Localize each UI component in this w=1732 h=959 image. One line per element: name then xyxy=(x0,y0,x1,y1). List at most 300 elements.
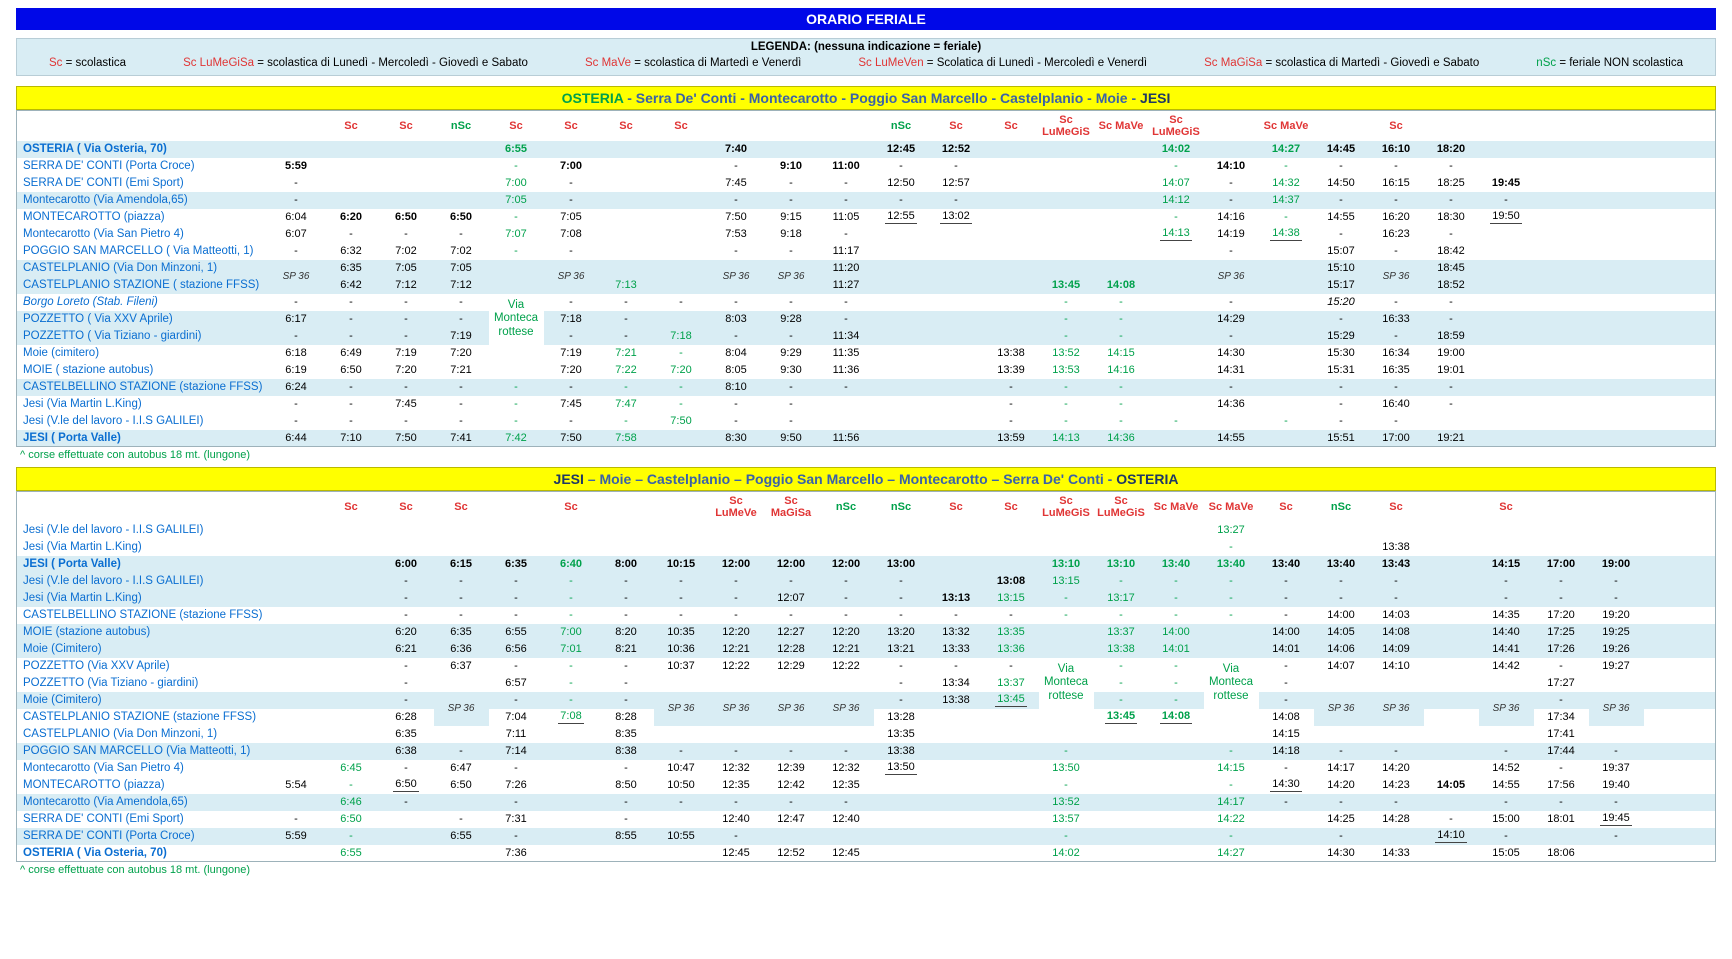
empty-time-cell: - xyxy=(899,160,903,172)
station-name: Jesi (Via Martin L.King) xyxy=(23,398,142,410)
empty-time-cell xyxy=(324,692,379,709)
empty-time-cell xyxy=(929,794,984,811)
time-cell: 19:26 xyxy=(1602,643,1630,655)
empty-time-cell xyxy=(654,243,709,260)
empty-time-cell xyxy=(599,141,654,158)
empty-time-cell xyxy=(1259,277,1314,294)
route-title-osteria-jesi xyxy=(16,86,1716,110)
empty-time-cell xyxy=(599,209,654,226)
time-cell: 12:40 xyxy=(832,813,860,825)
empty-time-cell xyxy=(434,192,489,209)
empty-time-cell: - xyxy=(349,330,353,342)
legend-key: Sc LuMeGiSa xyxy=(183,57,255,69)
time-cell: 13:02 xyxy=(942,210,970,222)
station-row xyxy=(17,209,1716,226)
empty-time-cell xyxy=(1039,641,1094,658)
empty-time-cell: - xyxy=(1119,330,1123,342)
empty-time-cell xyxy=(1479,726,1534,743)
empty-time-cell xyxy=(1424,709,1479,726)
time-cell: 14:17 xyxy=(1327,762,1355,774)
empty-time-cell xyxy=(819,539,874,556)
empty-time-cell: - xyxy=(1174,660,1178,672)
empty-time-cell xyxy=(1259,294,1314,311)
empty-time-cell: - xyxy=(844,228,848,240)
time-cell: 12:42 xyxy=(777,779,805,791)
empty-time-cell: - xyxy=(624,813,628,825)
route-title-segment: OSTERIA xyxy=(561,90,624,106)
empty-time-cell xyxy=(1039,192,1094,209)
time-cell: 9:28 xyxy=(780,313,802,325)
empty-time-cell xyxy=(544,743,599,760)
empty-time-cell xyxy=(489,539,544,556)
empty-time-cell: - xyxy=(294,296,298,308)
time-cell: 13:45 xyxy=(1051,279,1081,291)
empty-time-cell xyxy=(654,277,709,294)
empty-time-cell: - xyxy=(899,694,903,706)
time-cell: 8:50 xyxy=(615,779,637,791)
empty-time-cell xyxy=(709,726,764,743)
empty-time-cell xyxy=(1259,362,1314,379)
empty-time-cell xyxy=(544,522,599,539)
time-cell: 7:22 xyxy=(615,364,637,376)
empty-time-cell: - xyxy=(1614,592,1618,604)
empty-time-cell: - xyxy=(294,415,298,427)
time-cell: 6:40 xyxy=(559,558,583,570)
empty-time-cell: - xyxy=(514,762,518,774)
time-cell: 14:08 xyxy=(1272,711,1300,723)
empty-time-cell xyxy=(874,396,929,413)
empty-time-cell: - xyxy=(1119,381,1123,393)
filler-cell xyxy=(1534,141,1716,158)
timetable-grid-jesi-osteria xyxy=(16,491,1716,862)
time-cell: 12:20 xyxy=(832,626,860,638)
empty-time-cell: - xyxy=(404,228,408,240)
time-cell: 17:41 xyxy=(1547,728,1575,740)
time-cell: 7:50 xyxy=(725,211,747,223)
service-type-header: Sc xyxy=(1004,500,1018,513)
time-cell: 11:34 xyxy=(832,330,860,342)
time-cell: 7:00 xyxy=(559,160,583,172)
time-cell: 14:08 xyxy=(1106,279,1136,291)
empty-time-cell xyxy=(929,396,984,413)
filler-cell xyxy=(1644,607,1716,624)
empty-time-cell xyxy=(1204,413,1259,430)
time-cell: 7:00 xyxy=(560,626,582,638)
time-cell: 18:42 xyxy=(1437,245,1465,257)
empty-time-cell: - xyxy=(624,330,628,342)
empty-time-cell: - xyxy=(1394,796,1398,808)
empty-time-cell xyxy=(1479,413,1534,430)
time-cell: 6:17 xyxy=(285,313,307,325)
time-cell: 14:15 xyxy=(1107,347,1135,359)
empty-time-cell xyxy=(1094,158,1149,175)
station-name: Montecarotto (Via San Pietro 4) xyxy=(23,228,184,240)
empty-time-cell xyxy=(324,607,379,624)
empty-time-cell xyxy=(1259,845,1314,862)
empty-time-cell: - xyxy=(734,592,738,604)
empty-time-cell xyxy=(929,379,984,396)
empty-time-cell: - xyxy=(459,313,463,325)
empty-header xyxy=(709,111,764,141)
empty-time-cell xyxy=(929,709,984,726)
service-type-header: Sc LuMeGiS xyxy=(1042,113,1090,138)
time-cell: 14:50 xyxy=(1327,177,1355,189)
station-name: CASTELPLANIO STAZIONE ( stazione FFSS) xyxy=(23,279,260,291)
empty-time-cell: - xyxy=(789,381,793,393)
empty-time-cell xyxy=(1534,522,1589,539)
time-cell: 12:22 xyxy=(722,660,750,672)
empty-time-cell: - xyxy=(624,609,628,621)
empty-time-cell xyxy=(1149,828,1204,845)
empty-time-cell: - xyxy=(1559,575,1563,587)
time-cell: 7:12 xyxy=(395,279,417,291)
time-cell: 19:45 xyxy=(1602,812,1630,824)
empty-time-cell xyxy=(929,413,984,430)
empty-time-cell xyxy=(434,522,489,539)
empty-time-cell xyxy=(874,243,929,260)
time-cell: 14:06 xyxy=(1327,643,1355,655)
empty-time-cell xyxy=(874,260,929,277)
empty-time-cell xyxy=(984,277,1039,294)
time-cell: 9:30 xyxy=(780,364,802,376)
empty-time-cell xyxy=(1534,828,1589,845)
time-cell: 12:45 xyxy=(722,846,750,859)
empty-time-cell: - xyxy=(1394,245,1398,257)
time-cell: 7:20 xyxy=(395,364,417,376)
sp36-note: SP 36 xyxy=(722,271,750,282)
time-cell: 17:27 xyxy=(1547,677,1575,689)
empty-time-cell xyxy=(324,522,379,539)
empty-time-cell: - xyxy=(1284,762,1288,774)
empty-time-cell xyxy=(1589,845,1644,862)
empty-time-cell: - xyxy=(1064,745,1068,757)
empty-time-cell xyxy=(984,726,1039,743)
time-cell: 7:01 xyxy=(560,643,582,655)
empty-time-cell xyxy=(984,141,1039,158)
empty-time-cell: - xyxy=(624,762,628,774)
service-type-header: nSc xyxy=(890,500,912,513)
time-cell: 19:50 xyxy=(1492,210,1520,222)
time-cell: 14:05 xyxy=(1436,779,1466,791)
empty-time-cell xyxy=(379,828,434,845)
empty-time-cell: - xyxy=(1229,194,1233,206)
empty-time-cell: - xyxy=(679,575,683,587)
time-cell: 7:05 xyxy=(560,211,582,223)
empty-time-cell xyxy=(929,556,984,573)
empty-time-cell xyxy=(984,811,1039,828)
time-cell: 14:07 xyxy=(1162,177,1190,189)
empty-time-cell: - xyxy=(734,609,738,621)
time-cell: 7:58 xyxy=(615,431,637,444)
empty-time-cell xyxy=(324,158,379,175)
empty-time-cell xyxy=(654,726,709,743)
time-cell: 8:21 xyxy=(615,643,637,655)
empty-time-cell xyxy=(929,743,984,760)
empty-time-cell xyxy=(1259,379,1314,396)
legend-item-5: nSc = feriale NON scolastica xyxy=(1536,57,1683,69)
timetables xyxy=(14,86,1718,882)
filler-cell xyxy=(1534,328,1716,345)
filler-cell xyxy=(1644,624,1716,641)
empty-time-cell: - xyxy=(1284,592,1288,604)
empty-time-cell: - xyxy=(569,575,573,587)
empty-time-cell: - xyxy=(1559,762,1563,774)
station-row xyxy=(17,675,1716,692)
time-cell: 14:20 xyxy=(1327,779,1355,791)
legend-item-3: Sc LuMeVen = Scolatica di Lunedì - Mercoledì e Venerdì xyxy=(858,57,1148,69)
time-cell: 7:18 xyxy=(560,313,582,325)
time-cell: 9:10 xyxy=(779,160,803,172)
station-row xyxy=(17,539,1716,556)
station-row xyxy=(17,192,1716,209)
empty-time-cell: - xyxy=(459,575,463,587)
filler-cell xyxy=(1644,794,1716,811)
filler-cell xyxy=(1644,573,1716,590)
empty-time-cell: - xyxy=(1119,660,1123,672)
time-cell: 19:37 xyxy=(1602,762,1630,774)
station-row xyxy=(17,260,1716,277)
empty-time-cell xyxy=(654,522,709,539)
time-cell: 14:27 xyxy=(1271,143,1301,155)
legend xyxy=(16,38,1716,76)
empty-time-cell xyxy=(1479,294,1534,311)
empty-time-cell: - xyxy=(514,245,518,257)
station-row xyxy=(17,294,1716,311)
station-row xyxy=(17,641,1716,658)
time-cell: 7:45 xyxy=(395,398,417,410)
time-cell: 13:40 xyxy=(1271,558,1301,570)
empty-time-cell xyxy=(929,294,984,311)
empty-time-cell xyxy=(324,175,379,192)
empty-time-cell xyxy=(1479,243,1534,260)
time-cell: 14:16 xyxy=(1217,211,1245,223)
station-row xyxy=(17,845,1716,862)
empty-time-cell xyxy=(1094,539,1149,556)
time-cell: 18:25 xyxy=(1437,177,1465,189)
empty-time-cell: - xyxy=(514,381,518,393)
time-cell: 6:28 xyxy=(395,711,417,723)
empty-time-cell xyxy=(434,141,489,158)
empty-time-cell xyxy=(654,158,709,175)
empty-time-cell: - xyxy=(404,609,408,621)
time-cell: 12:40 xyxy=(722,813,750,825)
time-cell: 12:00 xyxy=(831,558,861,570)
sp36-note: SP 36 xyxy=(1327,703,1355,714)
empty-time-cell: - xyxy=(1504,592,1508,604)
empty-time-cell xyxy=(434,845,489,862)
sp36-note: SP 36 xyxy=(832,703,860,714)
time-cell: 19:01 xyxy=(1437,364,1465,376)
empty-time-cell: - xyxy=(734,330,738,342)
empty-time-cell xyxy=(984,209,1039,226)
time-cell: 6:07 xyxy=(285,228,307,240)
empty-time-cell xyxy=(379,158,434,175)
empty-time-cell: - xyxy=(1229,177,1233,189)
time-cell: 11:17 xyxy=(832,245,860,257)
empty-time-cell: - xyxy=(1119,415,1123,427)
time-cell: 12:52 xyxy=(777,846,805,859)
legend-key: nSc xyxy=(1536,57,1557,69)
time-cell: 6:00 xyxy=(394,558,418,570)
time-cell: 14:30 xyxy=(1272,778,1300,790)
empty-time-cell: - xyxy=(1064,313,1068,325)
empty-time-cell xyxy=(984,311,1039,328)
time-cell: 7:20 xyxy=(560,364,582,376)
empty-time-cell xyxy=(984,175,1039,192)
empty-time-cell xyxy=(819,675,874,692)
empty-time-cell xyxy=(1314,522,1369,539)
station-row xyxy=(17,430,1716,447)
empty-time-cell xyxy=(654,209,709,226)
empty-time-cell: - xyxy=(624,415,628,427)
empty-time-cell xyxy=(544,828,599,845)
time-cell: 6:20 xyxy=(395,626,417,638)
empty-time-cell xyxy=(1149,311,1204,328)
time-cell: 16:33 xyxy=(1382,313,1410,325)
empty-time-cell: - xyxy=(404,381,408,393)
time-cell: 14:52 xyxy=(1492,762,1520,774)
service-type-header: Sc xyxy=(454,500,468,513)
time-cell: 15:07 xyxy=(1327,245,1355,257)
empty-time-cell xyxy=(1479,396,1534,413)
time-cell: 6:42 xyxy=(340,279,362,291)
time-cell: 7:41 xyxy=(450,431,472,444)
time-cell: 13:57 xyxy=(1052,813,1080,825)
empty-time-cell: - xyxy=(294,813,298,825)
empty-time-cell xyxy=(874,311,929,328)
empty-header xyxy=(1204,111,1259,141)
service-type-header: Sc xyxy=(1279,500,1293,513)
sp36-note: SP 36 xyxy=(1382,271,1410,282)
time-cell: 14:45 xyxy=(1326,143,1356,155)
empty-time-cell: - xyxy=(1174,415,1178,427)
time-cell: 12:50 xyxy=(887,177,915,189)
empty-time-cell xyxy=(1424,658,1479,675)
empty-time-cell xyxy=(1149,794,1204,811)
time-cell: 7:08 xyxy=(560,710,582,722)
empty-time-cell xyxy=(874,794,929,811)
empty-time-cell: - xyxy=(734,296,738,308)
time-cell: 7:26 xyxy=(505,779,527,791)
empty-time-cell xyxy=(379,175,434,192)
filler-cell xyxy=(1534,192,1716,209)
empty-time-cell: - xyxy=(789,398,793,410)
empty-time-cell xyxy=(1149,726,1204,743)
time-cell: 12:27 xyxy=(777,626,805,638)
empty-time-cell: - xyxy=(1229,592,1233,604)
time-cell: 13:33 xyxy=(942,643,970,655)
empty-time-cell: - xyxy=(1394,160,1398,172)
empty-time-cell: - xyxy=(1229,830,1233,842)
empty-time-cell xyxy=(819,413,874,430)
time-cell: 8:55 xyxy=(615,830,637,842)
empty-time-cell xyxy=(984,260,1039,277)
empty-time-cell xyxy=(1039,260,1094,277)
time-cell: 14:28 xyxy=(1382,813,1410,825)
empty-time-cell xyxy=(269,522,324,539)
empty-time-cell xyxy=(1589,539,1644,556)
service-type-header: Sc MaVe xyxy=(1208,500,1254,513)
empty-time-cell: - xyxy=(734,830,738,842)
station-name: POZZETTO (Via Tiziano - giardini) xyxy=(23,677,199,689)
time-cell: 14:37 xyxy=(1272,194,1300,206)
empty-time-cell xyxy=(489,522,544,539)
time-cell: 6:55 xyxy=(450,830,472,842)
filler-cell xyxy=(1534,294,1716,311)
time-cell: 14:10 xyxy=(1216,160,1246,172)
time-cell: 15:30 xyxy=(1327,347,1355,359)
empty-time-cell: - xyxy=(1504,194,1508,206)
empty-time-cell xyxy=(764,141,819,158)
empty-time-cell: - xyxy=(404,694,408,706)
empty-time-cell: - xyxy=(954,609,958,621)
filler-cell xyxy=(1534,226,1716,243)
empty-time-cell xyxy=(1094,141,1149,158)
station-row xyxy=(17,828,1716,845)
empty-time-cell xyxy=(1424,522,1479,539)
time-cell: 19:27 xyxy=(1602,660,1630,672)
empty-time-cell: - xyxy=(349,296,353,308)
empty-time-cell: - xyxy=(844,313,848,325)
time-cell: 11:27 xyxy=(832,279,860,291)
empty-time-cell: - xyxy=(459,228,463,240)
time-cell: 6:32 xyxy=(340,245,362,257)
empty-time-cell: - xyxy=(1284,575,1288,587)
empty-time-cell xyxy=(1039,209,1094,226)
empty-time-cell xyxy=(1039,226,1094,243)
time-cell: 6:19 xyxy=(285,364,307,376)
empty-time-cell xyxy=(1259,430,1314,447)
service-type-header: nSc xyxy=(1330,500,1352,513)
time-cell: 6:50 xyxy=(340,364,362,376)
empty-time-cell xyxy=(269,794,324,811)
empty-time-cell xyxy=(984,777,1039,794)
time-cell: 13:40 xyxy=(1216,558,1246,570)
time-cell: 14:19 xyxy=(1217,228,1245,240)
empty-time-cell xyxy=(654,539,709,556)
time-cell: 13:52 xyxy=(1052,796,1080,808)
empty-time-cell: - xyxy=(349,228,353,240)
station-column-header xyxy=(17,492,269,522)
empty-time-cell: - xyxy=(294,245,298,257)
time-cell: 14:10 xyxy=(1382,660,1410,672)
legend-items xyxy=(23,57,1709,69)
filler-cell xyxy=(1644,726,1716,743)
time-cell: 6:50 xyxy=(340,813,362,825)
empty-time-cell xyxy=(269,675,324,692)
timetable-grid-osteria-jesi xyxy=(16,110,1716,447)
empty-time-cell xyxy=(1369,726,1424,743)
empty-time-cell: - xyxy=(734,398,738,410)
empty-time-cell xyxy=(269,624,324,641)
time-cell: 14:08 xyxy=(1161,710,1191,722)
time-cell: 13:15 xyxy=(1052,575,1080,587)
filler-cell xyxy=(1644,845,1716,862)
filler-cell xyxy=(1644,743,1716,760)
empty-time-cell: - xyxy=(514,415,518,427)
empty-time-cell: - xyxy=(1009,660,1013,672)
empty-time-cell xyxy=(874,845,929,862)
empty-time-cell xyxy=(1424,692,1479,709)
time-cell: 13:00 xyxy=(886,558,916,570)
time-cell: 14:12 xyxy=(1162,194,1190,206)
empty-time-cell xyxy=(764,539,819,556)
station-name: CASTELPLANIO (Via Don Minzoni, 1) xyxy=(23,728,218,740)
time-cell: 19:25 xyxy=(1602,626,1630,638)
station-row xyxy=(17,556,1716,573)
empty-time-cell: - xyxy=(459,381,463,393)
empty-time-cell xyxy=(1204,709,1259,726)
